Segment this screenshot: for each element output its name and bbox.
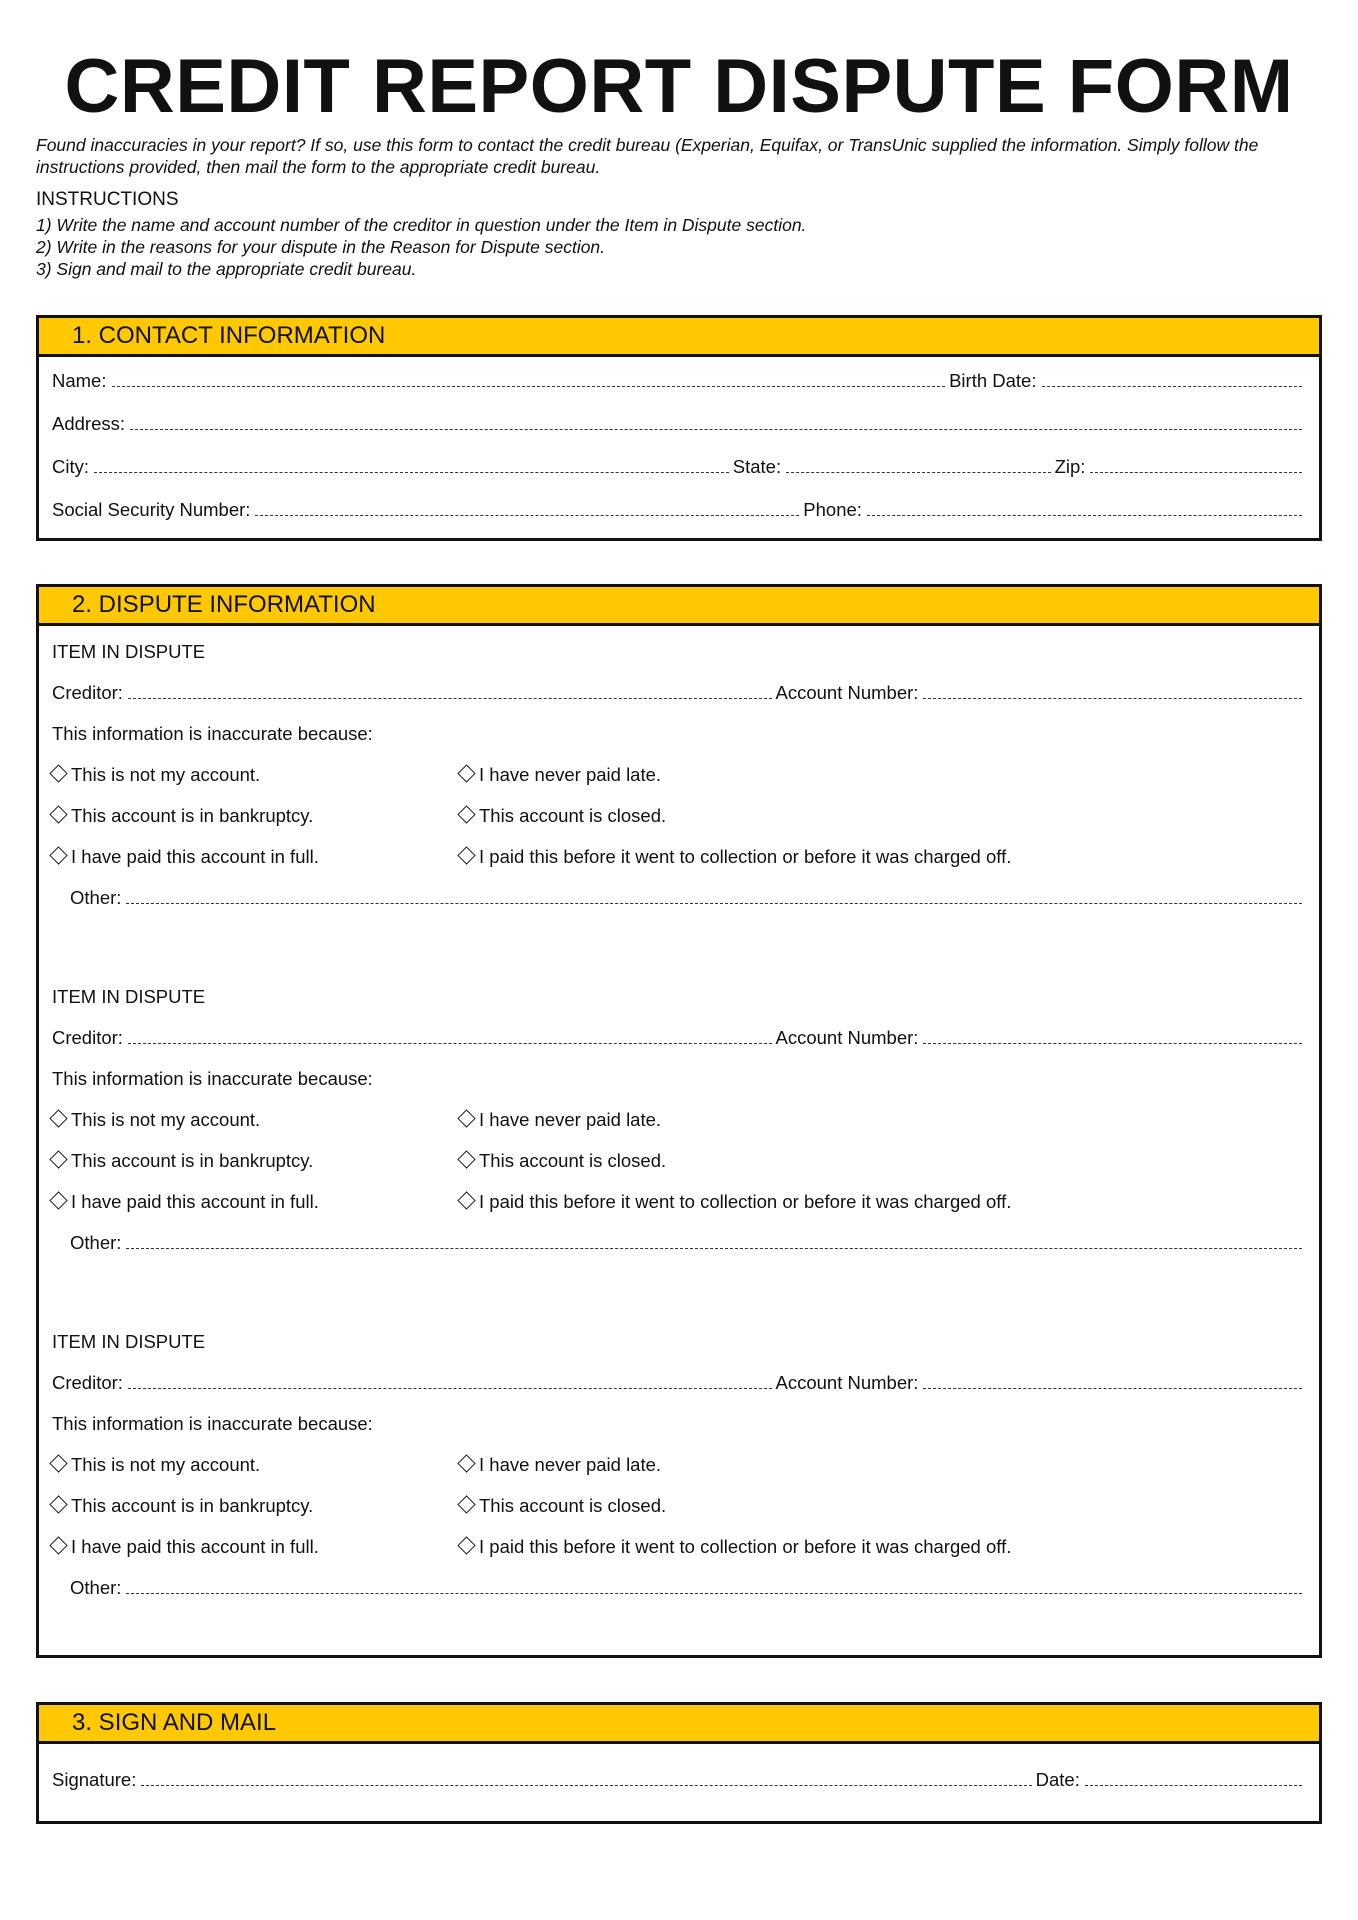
reason-option-label: This account is in bankruptcy. — [71, 1495, 314, 1516]
sign-heading: 3. SIGN AND MAIL — [39, 1705, 1319, 1744]
address-label: Address: — [52, 413, 126, 434]
diamond-checkbox-icon[interactable] — [457, 846, 475, 864]
reason-option-label: I paid this before it went to collection or before it was charged off. — [479, 1191, 1012, 1212]
reason-option-label: This account is in bankruptcy. — [71, 805, 314, 826]
creditor-field[interactable] — [128, 698, 772, 699]
reason-option[interactable] — [456, 1536, 1011, 1558]
account-number-field[interactable] — [923, 698, 1302, 699]
diamond-checkbox-icon[interactable] — [457, 764, 475, 782]
reason-option[interactable] — [48, 1454, 260, 1476]
reason-option[interactable] — [456, 1191, 1011, 1213]
dispute-section — [36, 584, 1322, 1658]
instruction-step: 2) Write in the reasons for your dispute in the Reason for Dispute section. — [36, 237, 606, 257]
creditor-row — [52, 1372, 1306, 1394]
name-label: Name: — [52, 370, 107, 391]
reason-option[interactable] — [48, 1109, 260, 1131]
other-label: Other: — [70, 1577, 122, 1598]
address-row — [52, 413, 1306, 435]
diamond-checkbox-icon[interactable] — [49, 1191, 67, 1209]
other-row — [70, 887, 1306, 909]
reason-option-label: This is not my account. — [71, 1109, 261, 1130]
diamond-checkbox-icon[interactable] — [457, 1191, 475, 1209]
diamond-checkbox-icon[interactable] — [457, 1454, 475, 1472]
contact-section — [36, 315, 1322, 541]
state-label: State: — [732, 456, 782, 477]
instruction-step: 1) Write the name and account number of the creditor in question under the Item in Dispute section. — [36, 215, 807, 235]
city-row — [52, 456, 1306, 478]
reason-option[interactable] — [456, 805, 666, 827]
diamond-checkbox-icon[interactable] — [49, 1454, 67, 1472]
ssn-row — [52, 499, 1306, 521]
date-label: Date: — [1035, 1769, 1080, 1790]
name-field[interactable] — [112, 386, 946, 387]
item-heading: ITEM IN DISPUTE — [52, 1331, 206, 1352]
birth-date-field[interactable] — [1042, 386, 1303, 387]
diamond-checkbox-icon[interactable] — [457, 805, 475, 823]
account-number-label: Account Number: — [775, 1372, 919, 1393]
account-number-label: Account Number: — [775, 682, 919, 703]
other-field[interactable] — [126, 1248, 1302, 1249]
address-field[interactable] — [130, 429, 1302, 430]
reason-option-label: This account is in bankruptcy. — [71, 1150, 314, 1171]
other-row — [70, 1232, 1306, 1254]
reason-option-label: I paid this before it went to collection or before it was charged off. — [479, 1536, 1012, 1557]
reason-option-label: This is not my account. — [71, 764, 261, 785]
reason-option[interactable] — [48, 805, 313, 827]
signature-label: Signature: — [52, 1769, 137, 1790]
reason-option[interactable] — [456, 846, 1011, 868]
creditor-field[interactable] — [128, 1043, 772, 1044]
zip-field[interactable] — [1090, 472, 1302, 473]
inaccurate-because-label: This information is inaccurate because: — [52, 1413, 373, 1434]
reason-option-label: This is not my account. — [71, 1454, 261, 1475]
city-label: City: — [52, 456, 89, 477]
diamond-checkbox-icon[interactable] — [49, 1150, 67, 1168]
reason-option-label: This account is closed. — [479, 1495, 667, 1516]
state-field[interactable] — [786, 472, 1050, 473]
reason-option[interactable] — [48, 1191, 319, 1213]
diamond-checkbox-icon[interactable] — [457, 1150, 475, 1168]
creditor-label: Creditor: — [52, 1372, 123, 1393]
diamond-checkbox-icon[interactable] — [457, 1109, 475, 1127]
dispute-heading: 2. DISPUTE INFORMATION — [39, 587, 1319, 626]
reason-option[interactable] — [456, 1495, 666, 1517]
contact-heading: 1. CONTACT INFORMATION — [39, 318, 1319, 357]
reason-option-label: I have paid this account in full. — [71, 846, 319, 867]
date-field[interactable] — [1085, 1785, 1302, 1786]
diamond-checkbox-icon[interactable] — [457, 1536, 475, 1554]
account-number-field[interactable] — [923, 1043, 1302, 1044]
diamond-checkbox-icon[interactable] — [457, 1495, 475, 1513]
diamond-checkbox-icon[interactable] — [49, 1109, 67, 1127]
sign-section — [36, 1702, 1322, 1824]
inaccurate-because-label: This information is inaccurate because: — [52, 1068, 373, 1089]
signature-field[interactable] — [141, 1785, 1031, 1786]
diamond-checkbox-icon[interactable] — [49, 1495, 67, 1513]
ssn-label: Social Security Number: — [52, 499, 251, 520]
zip-label: Zip: — [1054, 456, 1086, 477]
reason-option-label: I have paid this account in full. — [71, 1191, 319, 1212]
reason-option[interactable] — [48, 1495, 313, 1517]
reason-option-label: I have never paid late. — [479, 764, 662, 785]
phone-label: Phone: — [803, 499, 862, 520]
reason-option-label: I have never paid late. — [479, 1454, 662, 1475]
account-number-label: Account Number: — [775, 1027, 919, 1048]
reason-option[interactable] — [48, 1150, 313, 1172]
reason-option-label: I have never paid late. — [479, 1109, 662, 1130]
creditor-label: Creditor: — [52, 1027, 123, 1048]
reason-option-label: This account is closed. — [479, 805, 667, 826]
other-row — [70, 1577, 1306, 1599]
creditor-row — [52, 1027, 1306, 1049]
intro-text: Found inaccuracies in your report? If so, use this form to contact the credit bureau (Experian, Equifax, or TransUnic supplied the information. Simply follow the instructions provided, then mail the form to the appropriate credit bureau. — [36, 135, 1259, 177]
item-heading: ITEM IN DISPUTE — [52, 986, 206, 1007]
item-heading: ITEM IN DISPUTE — [52, 641, 206, 662]
reason-option[interactable] — [456, 1150, 666, 1172]
reason-option[interactable] — [456, 1109, 661, 1131]
name-row — [52, 370, 1306, 392]
diamond-checkbox-icon[interactable] — [49, 846, 67, 864]
diamond-checkbox-icon[interactable] — [49, 764, 67, 782]
birth-date-label: Birth Date: — [949, 370, 1037, 391]
creditor-field[interactable] — [128, 1388, 772, 1389]
reason-option-label: This account is closed. — [479, 1150, 667, 1171]
other-label: Other: — [70, 1232, 122, 1253]
instruction-step: 3) Sign and mail to the appropriate credit bureau. — [36, 259, 417, 279]
diamond-checkbox-icon[interactable] — [49, 1536, 67, 1554]
diamond-checkbox-icon[interactable] — [49, 805, 67, 823]
page-title: CREDIT REPORT DISPUTE FORM — [64, 44, 1294, 129]
reason-option-label: I paid this before it went to collection or before it was charged off. — [479, 846, 1012, 867]
reason-option[interactable] — [456, 764, 661, 786]
instructions-list — [36, 214, 806, 280]
city-field[interactable] — [94, 472, 729, 473]
reason-option[interactable] — [48, 1536, 319, 1558]
reason-option[interactable] — [456, 1454, 661, 1476]
inaccurate-because-label: This information is inaccurate because: — [52, 723, 373, 744]
ssn-field[interactable] — [255, 515, 799, 516]
account-number-field[interactable] — [923, 1388, 1302, 1389]
other-field[interactable] — [126, 1593, 1302, 1594]
reason-option[interactable] — [48, 846, 319, 868]
creditor-label: Creditor: — [52, 682, 123, 703]
reason-option[interactable] — [48, 764, 260, 786]
signature-row — [52, 1769, 1306, 1791]
phone-field[interactable] — [867, 515, 1302, 516]
creditor-row — [52, 682, 1306, 704]
reason-option-label: I have paid this account in full. — [71, 1536, 319, 1557]
other-field[interactable] — [126, 903, 1302, 904]
instructions-heading: INSTRUCTIONS — [36, 189, 179, 210]
other-label: Other: — [70, 887, 122, 908]
